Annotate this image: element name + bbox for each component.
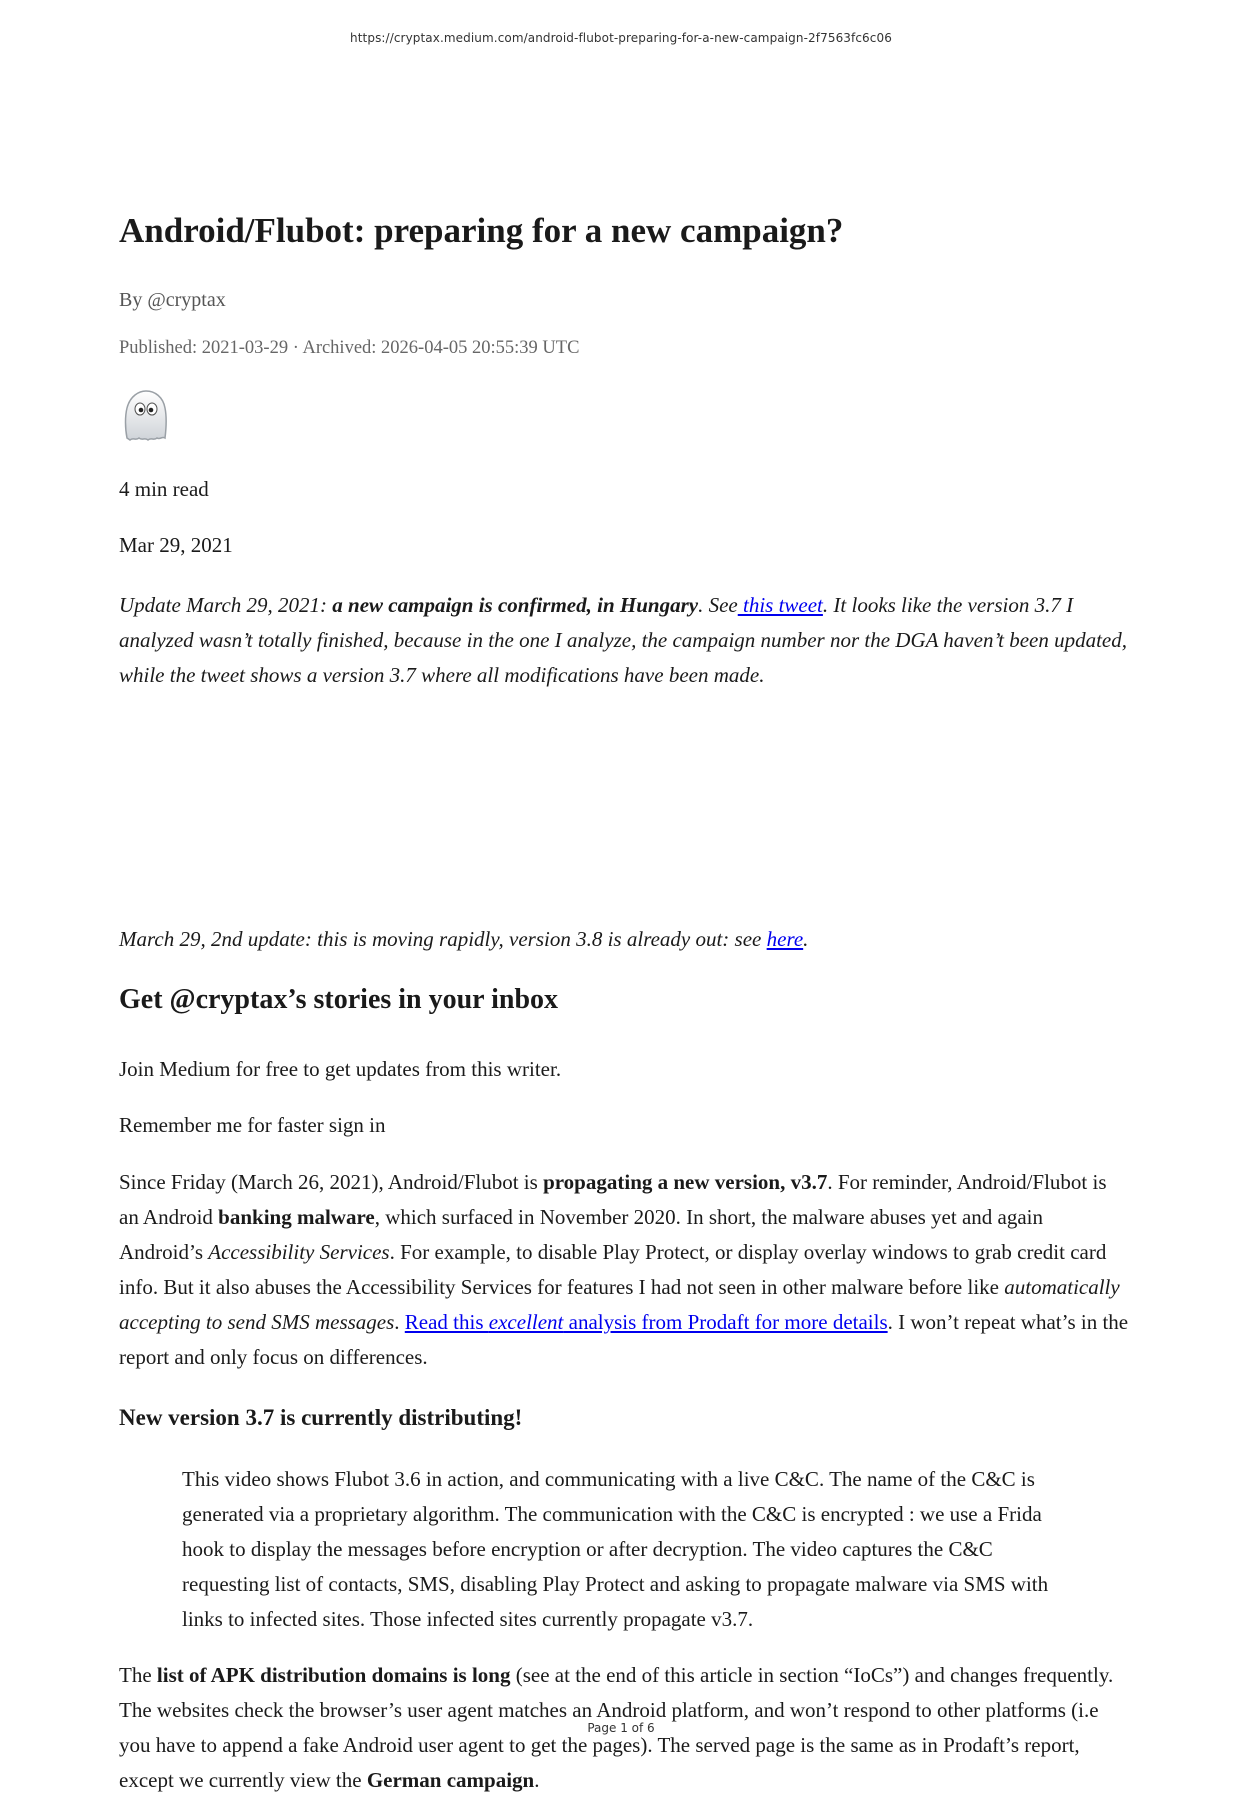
page-number: Page 1 of 6 — [587, 1721, 655, 1735]
update1-rest: . It looks like the version 3.7 I analyzed wasn’t totally finished, because in the one I analyze, the campaign number nor the DGA haven’t been updated, while the tweet shows a version 3.7 where all modifications have been made. — [119, 593, 1127, 687]
article-title: Android/Flubot: preparing for a new campaign? — [119, 211, 844, 250]
update1-lead: Update March 29, 2021: — [119, 593, 333, 617]
section-heading: New version 3.7 is currently distributing! — [119, 1405, 523, 1430]
domains-b2: German campaign — [366, 1768, 535, 1792]
remember-text: Remember me for faster sign in — [119, 1113, 386, 1137]
intro-paragraph — [119, 1165, 1131, 1375]
here-link[interactable]: here — [766, 927, 804, 951]
ghost-avatar-icon[interactable] — [119, 388, 171, 444]
domains-t1: The — [119, 1663, 157, 1687]
intro-b2: banking malware — [218, 1205, 375, 1229]
prodaft-link-italic: excellent — [488, 1310, 564, 1334]
update1-see: . See — [698, 593, 738, 617]
update-note-2 — [119, 922, 1131, 957]
subscribe-heading: Get @cryptax’s stories in your inbox — [119, 984, 559, 1015]
intro-t5: . — [394, 1310, 405, 1334]
update-note-1 — [119, 588, 1131, 693]
intro-t2: . For reminder, Android/Flubot is an Android — [119, 1170, 1107, 1229]
update1-bold: a new campaign is confirmed, in Hungary — [332, 593, 699, 617]
intro-b1: propagating a new version, v3.7 — [543, 1170, 828, 1194]
prodaft-link-part1: Read this — [404, 1310, 489, 1334]
domains-t2: (see at the end of this article in section “IoCs”) and changes frequently. The websites check the browser’s user agent matches an Android platform, and won’t respond to other platforms (i.e you have to append a fake Android user agent to get the pages). The served page is the same as in Prodaft’s report, except we currently view the — [119, 1663, 1114, 1792]
intro-t6: . I won’t repeat what’s in the report and only focus on differences. — [119, 1310, 1129, 1369]
page-url: https://cryptax.medium.com/android-flubot-preparing-for-a-new-campaign-2f7563fc6c06 — [350, 31, 892, 45]
intro-t1: Since Friday (March 26, 2021), Android/Flubot is — [119, 1170, 544, 1194]
publish-meta: Published: 2021-03-29 · Archived: 2026-04-05 20:55:39 UTC — [119, 338, 580, 358]
article-date: Mar 29, 2021 — [119, 533, 233, 557]
intro-i1: Accessibility Services — [208, 1240, 390, 1264]
update2-end: . — [803, 927, 809, 951]
tweet-link[interactable]: this tweet — [737, 593, 823, 617]
prodaft-link-part2: analysis from Prodaft for more details — [563, 1310, 888, 1334]
intro-t4: . For example, to disable Play Protect, or display overlay windows to grab credit card info. But it also abuses the Accessibility Services for features I had not seen in other malware before like — [119, 1240, 1107, 1299]
intro-t3: , which surfaced in November 2020. In short, the malware abuses yet and again Android’s — [119, 1205, 1044, 1264]
update2-text: March 29, 2nd update: this is moving rapidly, version 3.8 is already out: see — [119, 927, 767, 951]
domains-b1: list of APK distribution domains is long — [156, 1663, 511, 1687]
join-text: Join Medium for free to get updates from this writer. — [119, 1057, 562, 1081]
prodaft-analysis-link[interactable] — [405, 1310, 888, 1334]
domains-t3: . — [534, 1768, 540, 1792]
byline: By @cryptax — [119, 289, 226, 311]
read-time: 4 min read — [119, 477, 209, 501]
video-quote: This video shows Flubot 3.6 in action, and communicating with a live C&C. The name of the C&C is generated via a proprietary algorithm. The communication with the C&C is encrypted : we use a Frida hook to display the messages before encryption or after decryption. The video captures the C&C requesting list of contacts, SMS, disabling Play Protect and asking to propagate malware via SMS with links to infected sites. Those infected sites currently propagate v3.7. — [182, 1467, 1049, 1631]
intro-i2: automatically accepting to send SMS messages — [119, 1275, 1120, 1334]
